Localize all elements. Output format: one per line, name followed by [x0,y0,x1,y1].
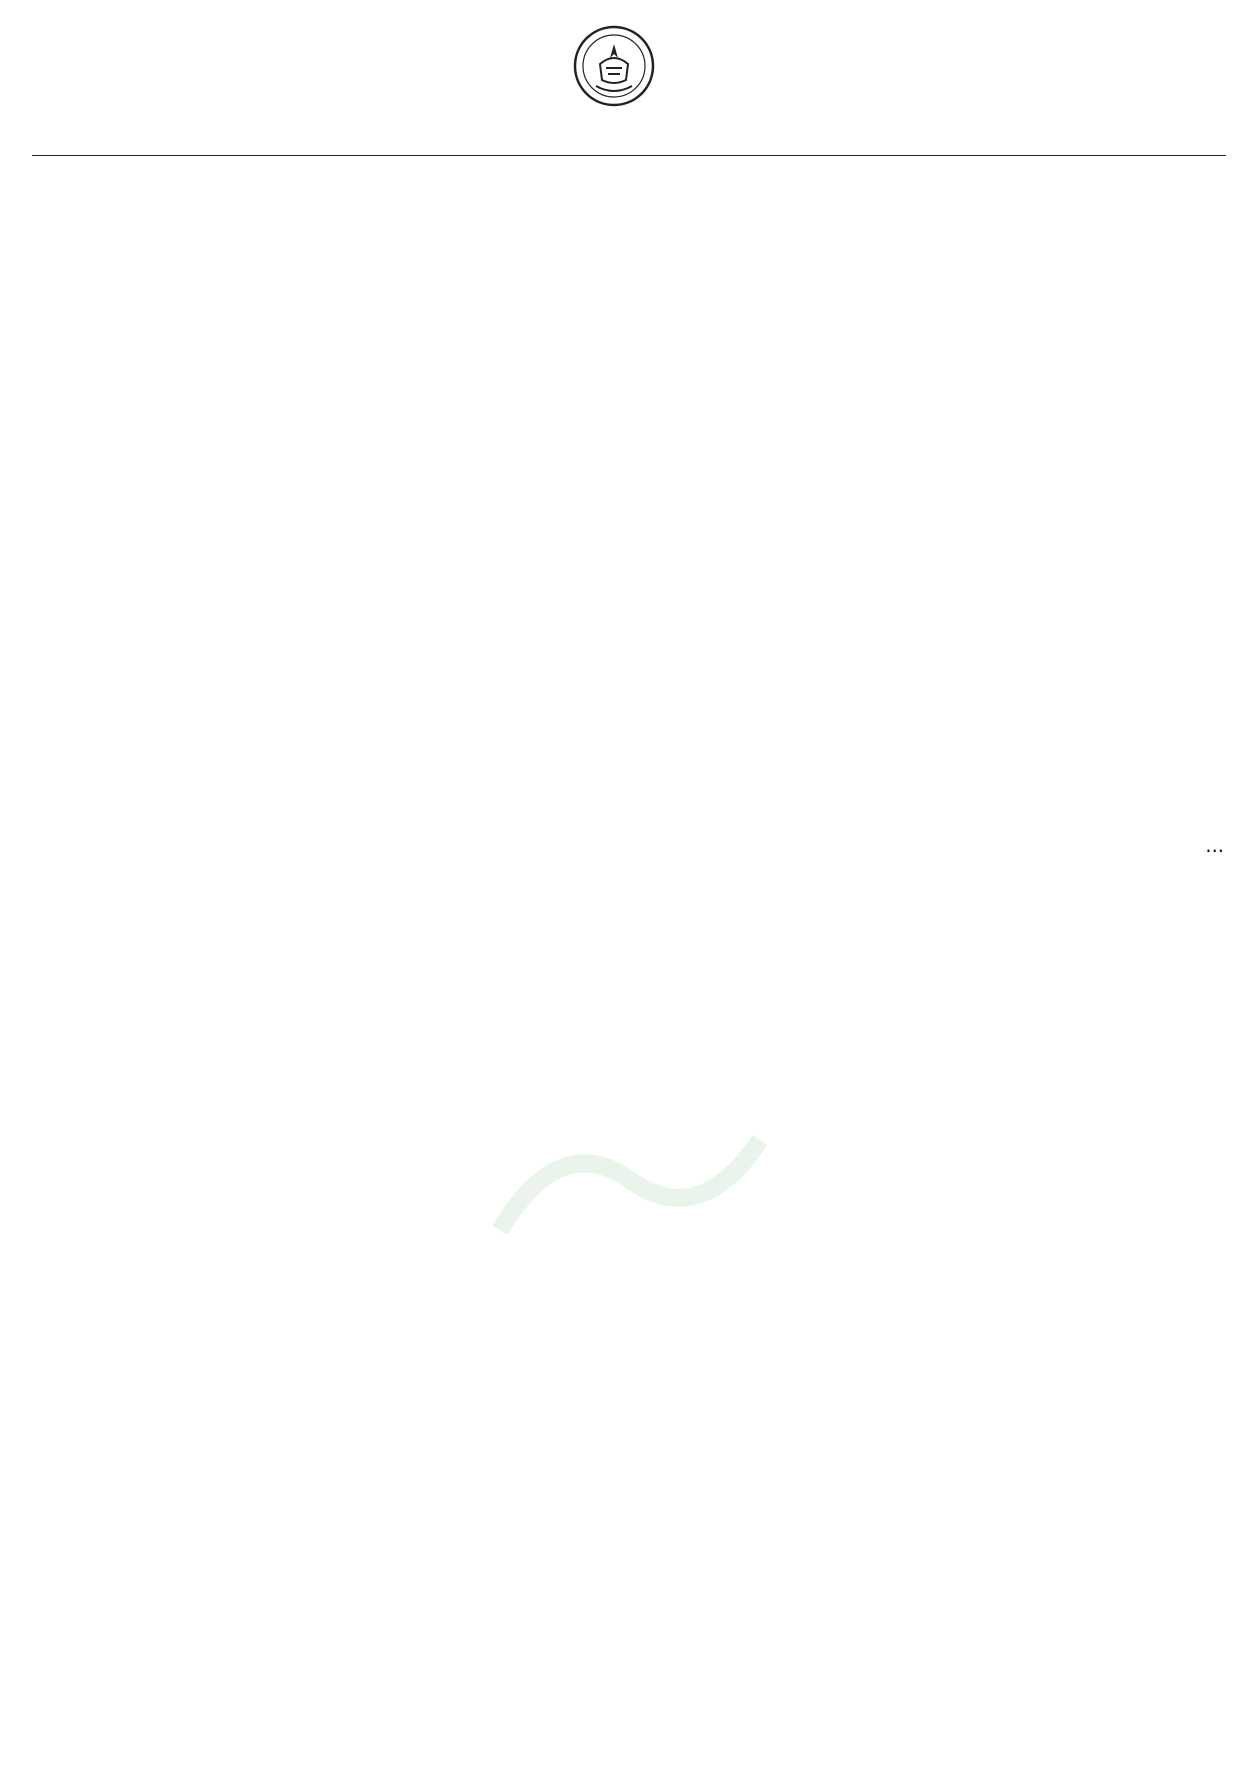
watermark-logo [480,1110,780,1260]
q3-b-intro [34,706,1224,737]
q2-a1-line2 [34,489,1224,520]
header-divider [32,155,1226,156]
q1-b1-line1 [34,334,1224,365]
questions-body: ... [34,160,1224,861]
ministry-seal-logo [572,24,656,108]
q3-a-line1 [34,644,1224,675]
q1-a-intro [34,160,1224,191]
q2-b-line2 [34,613,1224,644]
q3-b3 [34,799,1224,830]
q2-a1-line1 [34,458,1224,489]
q3-b2 [34,768,1224,799]
q3-b1 [34,737,1224,768]
q3-a-line2 [34,675,1224,706]
q1-b3-line1 [34,396,1224,427]
q1-b-intro [34,303,1224,334]
q1-b1-line2 [34,365,1224,396]
q1-b3-line2 [34,427,1224,458]
q1-eq1-row [34,191,1224,231]
q1-eq2-row [34,231,1224,267]
q2-a3-line1 [34,520,1224,551]
q1-eq3-row [34,267,1224,303]
q2-b-line1 [34,582,1224,613]
q2-a3-line2 [34,551,1224,582]
